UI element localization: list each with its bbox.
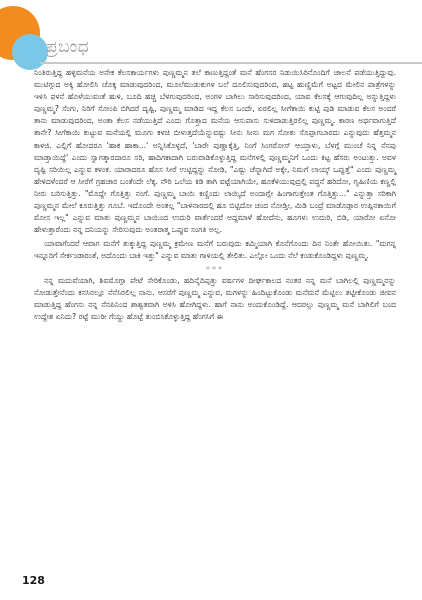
article-body bbox=[34, 67, 396, 325]
paragraph-3: ನನ್ನ ಮದುವೆಯಾಗಿ, ಶಿವಮೊಗ್ಗಾ ಪೇಟೆ ಸೇರಿಕೊಂಡು, ಹದಿನೈದಿಪ್ಪತ್ತು ವರ್ಷಗಳ ದೀರ್ಘಕಾಲದ ನಂತರ ನನ್ನ ಮನೆ ಬಾಗಿಲಲ್ಲಿ ಪುಣ್ಣಮ್ಮನನ್ನು ನೋಡುತ್ತೇನೆಂದು ಕನಸಿನಲ್ಲೂ ನೆನೆಸಿರಲಿಲ್ಲ ನಾನು. ಆಸರೆಗೆ ಪುಣ್ಣಮ್ಮ ಎನ್ನುವ, ಮಗಳನ್ನು ಹಿಂದಿಟ್ಟುಕೊಂಡು ಮನೆಮನೆ ಮೆಟ್ಟಿಲು ತಟ್ಟೀಕೊಂಡು ಜೀವನ ಮಾಡುತ್ತಿದ್ದ ಹೆಂಗಸು ನನ್ನ ನೆನಪಿನಿಂದ ಶಾಶ್ವತವಾಗಿ ಅಳಿಸಿ ಹೋಗಿದ್ದಳು. ಹಾಗೆ ನಾನು ಅಂದುಕೊಂಡಿದ್ದೆ. ಆದರಲ್ಲು ಪುಣ್ಣಮ್ಮ ಮನೆ ಬಾಗಿಲಿಗೆ ಬಂದ ಉದ್ದೇಶ ಏನಿದು? ರಟ್ಟೆ ಮುರೀ ಗೆಯ್ದು ಹೊಟ್ಟೆ ತುಂಬಿಸಿಕೊಳ್ಳುತ್ತಿದ್ದ ಹೆಂಗಸಿಗೆ ಈ bbox=[34, 275, 396, 321]
page-number: 128 bbox=[22, 574, 45, 587]
paragraph-2: ಯಾವಾಗೆಂದರೆ ಆವಾಗ ಮನೆಗೆ ತುಕ್ಕುತ್ತಿದ್ದ ಪುಣ್ಣಮ್ಮ ಕ್ರಮೇಣ ಮನೆಗೆ ಬರುವುದು ಕಮ್ಮಿಯಾಗಿ ಕೊನೆಗೊಂದು ದಿನ ನಿಂತೇ ಹೋಯಿತು. "ಮಗನ್ನ ಇನ್ನೂರಿಗೆ ಸೇರ್ಕಂಡಾರಂತೆ, ಅದೊಂದು ಬಾಕಿ ಇತ್ತು" ಎನ್ನುವ ಮಾತು ಗಾಳಿಯಲ್ಲಿ ತೇಲಿತು. ಎಲ್ಲೋ ಒಂದು ನೆಲೆ ಕಂಡುಕೊಂಡಿದ್ದಳು ಪುಣ್ಣಮ್ಮ. bbox=[34, 239, 396, 261]
header-divider bbox=[40, 62, 422, 64]
section-separator: *** bbox=[206, 264, 224, 274]
paragraph-1: ನಿಂತಿರುತ್ತಿದ್ದ ಹಳ್ಳಿಮನೆಯ ಅನೇಕ ಕೆಲಸಕಾರ್ಯಗಳು ಪುಣ್ಣಮ್ಮನ ತಲೆ ಕಾಣುತ್ತಿದ್ದಂತೆ ಮನೆ ಹೆಂಗಸರ ನಿಡುಯಿಸಿರಿನೊಂದಿಗೆ ಚಾಲನೆ ಪಡೆಯುತ್ತಿದ್ದುವು. ಮುಟಿಗ್ಗುದ ಅಕ್ಕಿ ಹೋಲಿಸಿ ಚೊಕ್ಕ ಮಾಡುವುದರಿಂದ, ಮೂಲೆಮುಡುಕುಗಳ ಬಲೆ ದೂಲಿಸುವುದರಿಂದ, ಹಟ್ಟ ಹುಣ್ಣಿಮೆಗೆ ಅಟ್ಟದ ಮೇಲಿನ ಪಾತ್ರೆಗಳನ್ನು ಇಳಿಸಿ ಫಳನೆ ಹೊಳೆಯುವಂತೆ ಹುಳಿ, ಬೂದಿ ಹಚ್ಚಿ ಬೆಳಗುವುದರಿಂದ, ಅಂಗಳ ಬಾಗಿಲು ಸಾರಿಸುವುದರಿಂದ, ಯಾವ ಕೆಲಸಕ್ಕೆ ಆಗುವುದಿಲ್ಲ ಅನ್ನುತ್ತಿದ್ದಳು ಪುಣ್ಣಮ್ಮ? ಸೆಂಗು, ನಿರಿಗೆ ಸೋಂಪಿ ಬಿಗಿದರೆ ದೃಷ್ಟಿ, ಪುಣ್ಣಮ್ಮ ಮಾಡಿದ ಇದ್ದ ಕೆಲಸ ಒಂದೇ, ಏರಲಿಲ್ಲ ಸೀಗೆಕಾಯಿ ಕುಟ್ಟಿ ಪುಡಿ ಮಾಡುವ ಕೆಲಸ ಅಂದರೆ ತಾನು ಮಾಡುವುದರಿಂದ, ಅಂತಾ ಕೆಲಸ ನಡೆಯುತ್ತಿದೆ ಎಂದು ಗೊತ್ತಾದ ಮನೆಯ ಆಸುಪಾಸು ಸುಳಿದಾಡುತ್ತಿರಲಿಲ್ಲ ಪುಣ್ಣಮ್ಮ. ಕಾರಣ ಅರ್ಥವಾಗುತ್ತಿದೆ ತಾನೇ? ಸೀಗೆಕಾಯಿ ಕುಟ್ಟುವ ಮನೆಯಲ್ಲಿ ಮೂಗು ಕಳಚಿ ಬೀಳುತ್ತದೆಯೆನ್ನುವಷ್ಟು ಸೀನು ಸೀನು ಮಗ ಸೋತು ಸೊಪ್ಪಾಗಬಾರದು ಎನ್ನುವುದು ಹೆತ್ತಮ್ಮನ ಕಾಳಜಿ. ಎಲ್ಲಿಗೆ ಹೋದರೂ 'ಹಾಕ ಹಾಕಾ...' ಅನ್ನಿಸಿಕೊಳ್ಳದೆ, 'ಬಾರೇ ಪುಣ್ಣಾಕ್ಕೆತ್ತಿ, ನಿಂಗೆ ಸಿಂಗರೋಸ್ ಆಯ್ತಾಳು, ಬೆಳಗ್ಗೆ ಮುಂಚೆ ನಿನ್ನ ನೆನಪು ಮಾಡ್ತಾಯಿದ್ದೆ' ಎಂದು ಸ್ವಾಗತ್ಕಾರದಾರೂ ಸರಿ, ಹಾದಿಗಕಾದಾಗಿ ಬರುವಾಡಿಕೊಳ್ಳುತ್ತಿದ್ದ ಮನೆಗಳಲ್ಲಿ ಪುಣ್ಣಮ್ಮನಿಗೆ ಒಂದು ಕಿಟ್ಟ ಹೆಸರು ಅಂಟುತ್ತು. ಅವಳ ದೃಷ್ಟಿ ಸರಿಯಿಲ್ಲ ಎನ್ನುವ ಕಳಂಕ. ಯಾರಾದರೂ ಹೊಸ ಸೀರೆ ಉಟ್ಟಿದ್ದನ್ನು ನೋಡಿ, "ಎಷ್ಟು ಚೆನ್ನಾಗಿದೆ ಅಕ್ಕೇ, ನಿಮಗೆ ಲಾಯ್ಕ್ ಒಪ್ಪುತ್ತೆ" ಎಂದು ಪುಣ್ಣಮ್ಮ ಹೇಳಿದಳೆಂದರೆ ಆ ಸೀರೆಗೆ ಗ್ರಹಚಾರ ಬಂತೆಂದೇ ಲೆಕ್ಕ. ನೌರಿ ಒಲೆಯ ಕಿಡಿ ತಾಗಿ ವಟ್ಟೆಯಾಗಿಯೇ, ಹೂಕೆಳಿಯುವುದ್ರಲ್ಲಿ ಪದ್ಧನೆ ಹರಿದೋ, ಗೃಹಿಣಿಯ ಕಣ್ಣಲ್ಲಿ ನೀರು ಬರಿಸುತ್ತಿತ್ತು. "ಮೊದ್ದೇ ಗೊತ್ತಿತ್ತು ನಂಗೆ. ಪುಣ್ಣಮ್ಮ ಬಾಯಿ ಕಣ್ಣಿಂದು ಲಾಯ್ಕಿದೆ ಅಂದಾಗ್ಲೇ ಹಿಂಗಾಗುತ್ತೇಂತ ಗೊತ್ತಿತ್ತು..." ಎನ್ನುತ್ತಾ ಸರಿಕಾಗಿ ಪುಣ್ಣಮ್ಮನ ಮೇಲೆ ಕೂರುತ್ತಿತ್ತು ಗೂಬೆ. ಇದೊಂದೇ ಅಂತಲ್ಲ "ಬಾಳಿನಾರದಲ್ಲಿ ಹೂ ಬಿಟ್ಟಿದೋ ಚಂದ ನೋಡ್ತೀ, ಮಿಡಿ ಬಂದ್ರೆ ಮಾಡೊಡ್ಗಾರ ಉಪ್ಪಿನಕಾಯಿಗೆ ಮೋಸ ಇಲ್ಲ" ಎನ್ನುವ ಮಾತು ಪುಣ್ಣಮ್ಮನ ಬಾಯಿಂದ ಉದುರಿ ವಾರ್ತೆಂದರೆ ಅದ್ದಮಾಳೆ ಹೋದೆನು, ಹೂಗಳು ಉದುರಿ, ಬಿಡಿ, ಯಾರೋ ಏನೋ ಹೇಳುತ್ತಾರೆಂದು ನನ್ನ ದನಿಯನ್ನು ಸೇರಿಸುವುದು ಅಂತರಾತ್ಮ ಒಪ್ಪುವ ಸಂಗತಿ ಅಲ್ಲ. bbox=[34, 68, 396, 235]
section-title: ಪ್ರಬಂಧ bbox=[46, 37, 90, 57]
blue-circle-decoration bbox=[12, 34, 48, 70]
